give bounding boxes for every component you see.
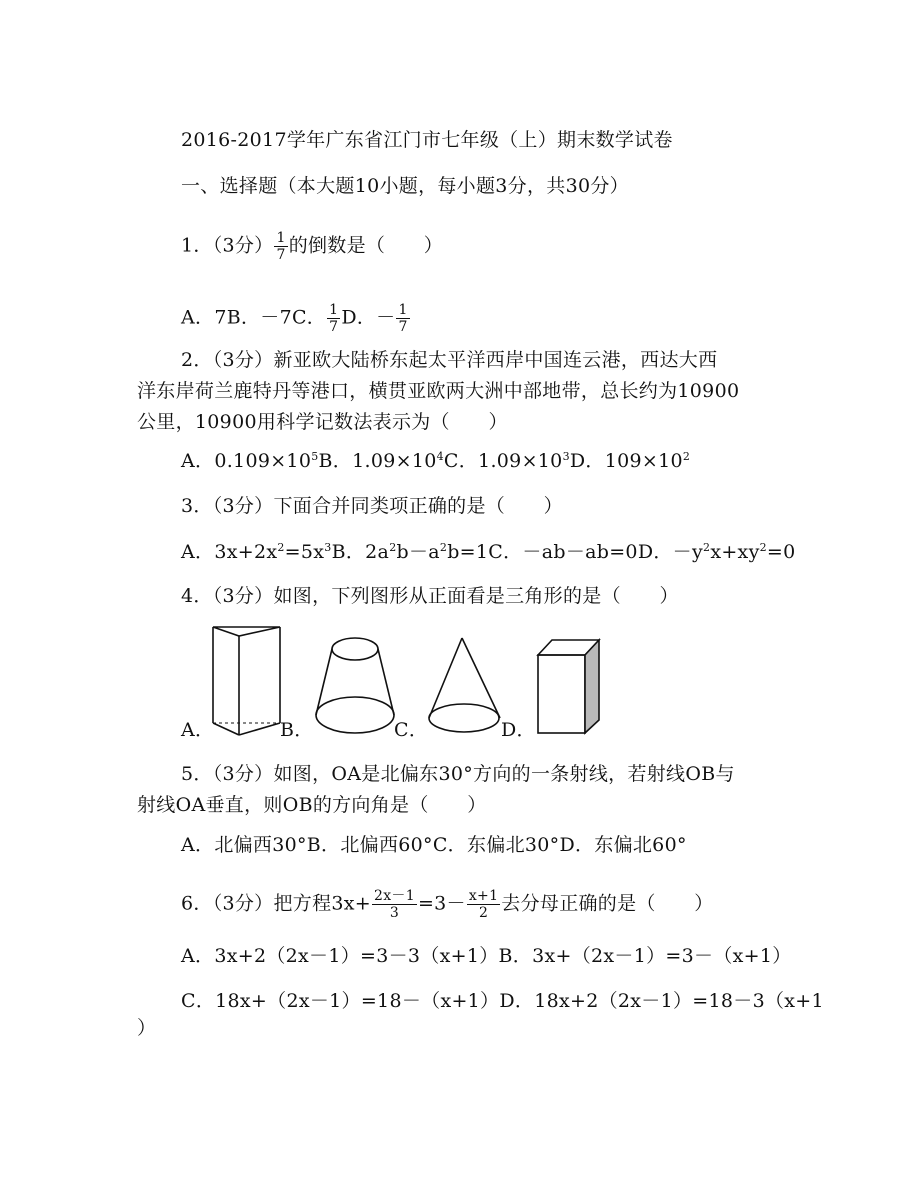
q6-fraction-1: $\frac{2x-1}{3}$ — [374, 888, 415, 921]
cuboid-icon — [532, 634, 607, 739]
section-heading: 一、选择题（本大题10小题，每小题3分，共30分） — [181, 175, 629, 197]
q5-line-2: 射线OA垂直，则OB的方向角是（ ） — [137, 794, 487, 816]
q2-options: A．$0.109\times 10^5B$．$1.09\times 10^4C$．$1.09\times 10^3D$．$109\times 10^2$ — [181, 450, 691, 472]
q6-options-ab: A．3x+2（2x－1）=3－3（x+1）B．3x+（2x－1）=3－（x+1） — [181, 945, 792, 967]
q2-line-1: 2．（3分）新亚欧大陆桥东起太平洋西岸中国连云港，西达大西 — [181, 349, 718, 371]
frustum-icon — [310, 633, 400, 743]
question-6: 6．（3分）把方程3x+ $\frac{2x-1}{3}$ =3－ $\frac{x+1}{2}$ 去分母正确的是（ ） — [181, 888, 714, 921]
q4-label-a: A． — [181, 719, 215, 741]
q5-options: A．北偏西30°B．北偏西60°C．东偏北30°D．东偏北60° — [181, 834, 687, 856]
q1-option-d-fraction: $\frac{1}{7}$ — [398, 302, 408, 335]
q4-label-b: B． — [280, 719, 314, 741]
q5-line-1: 5．（3分）如图，OA是北偏东30°方向的一条射线，若射线OB与 — [181, 763, 735, 785]
q6-fraction-2: $\frac{x+1}{2}$ — [468, 888, 499, 921]
cone-icon — [425, 632, 505, 742]
q1-prefix: 1．（3分） — [181, 234, 274, 257]
question-1 — [181, 230, 443, 263]
q2-line-3: 公里，10900用科学记数法表示为（ ） — [137, 411, 508, 433]
q3-text: 3．（3分）下面合并同类项正确的是（ ） — [181, 495, 563, 517]
q4-label-d: D． — [501, 719, 536, 741]
q6-options-tail: ） — [137, 1017, 157, 1039]
q4-text: 4．（3分）如图，下列图形从正面看是三角形的是（ ） — [181, 585, 679, 607]
q1-option-c-fraction: $\frac{1}{7}$ — [329, 302, 339, 335]
q6-options-cd: C．18x+（2x－1）=18－（x+1）D．18x+2（2x－1）=18－3（x+1 — [181, 990, 824, 1012]
q3-options: A．$3x+2x^2=5x^3B$．$2a^2b-a^2b=1C$．－ab－ab=0D．$-y^2x+xy^2=0$ — [181, 541, 796, 563]
q4-label-c: C． — [394, 719, 429, 741]
q2-line-2: 洋东岸荷兰鹿特丹等港口，横贯亚欧两大洲中部地带，总长约为10900 — [137, 380, 740, 402]
page-title: 2016-2017学年广东省江门市七年级（上）期末数学试卷 — [181, 129, 673, 151]
triangular-prism-icon — [205, 622, 285, 742]
q1-suffix: 的倒数是（ ） — [288, 234, 444, 257]
q1-fraction: $\frac{1}{7}$ — [276, 230, 286, 263]
q1-options: A．7B．－7C． $\frac{1}{7}$ D．－ $\frac{1}{7}$ — [181, 302, 408, 335]
